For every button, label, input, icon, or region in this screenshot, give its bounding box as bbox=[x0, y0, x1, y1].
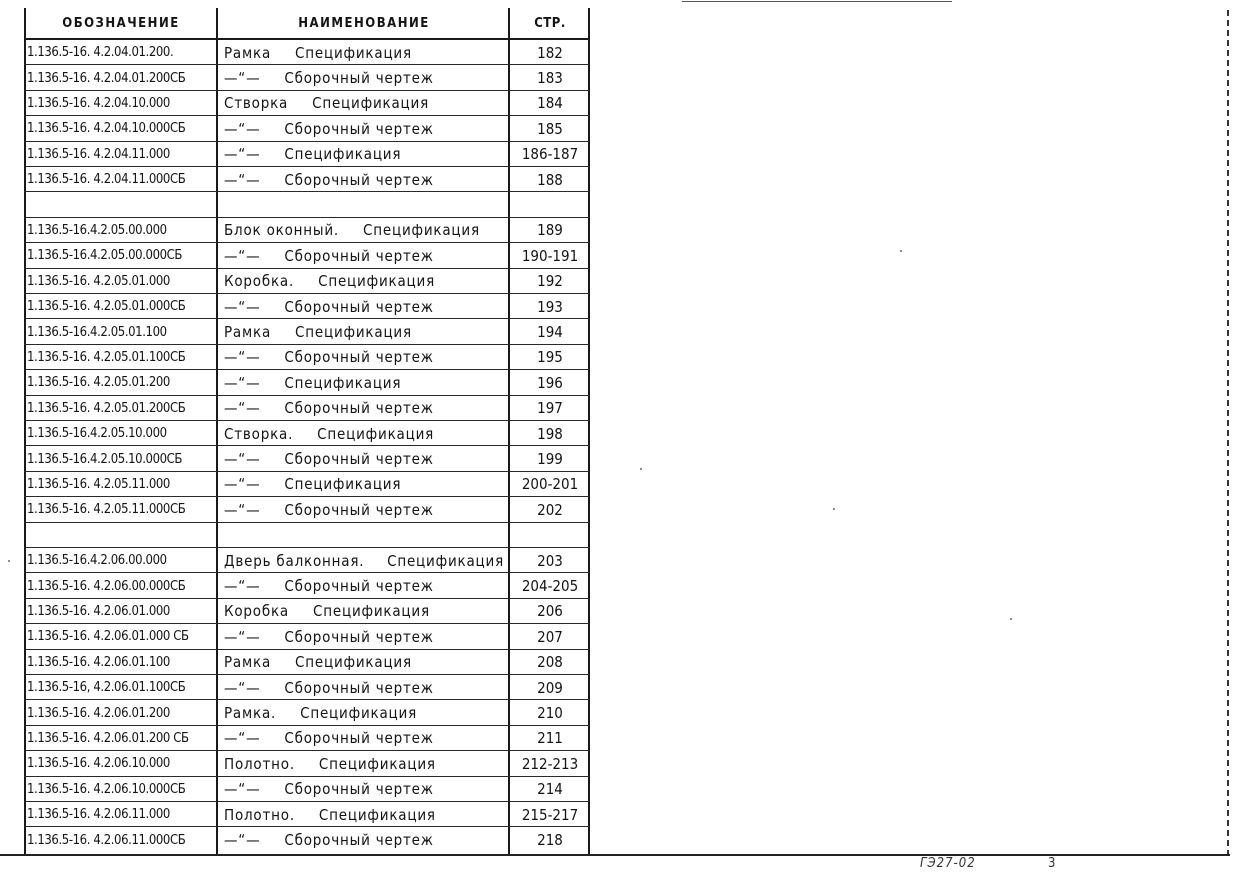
row-page: 188 bbox=[537, 170, 563, 189]
table-row bbox=[24, 116, 590, 141]
row-code: 1.136.5-16, 4.2.06.01.100СБ bbox=[27, 680, 186, 696]
row-code: 1.136.5-16.4.2.05.00.000 bbox=[27, 222, 167, 238]
row-name-main: —“— bbox=[224, 170, 261, 189]
row-page: 182 bbox=[537, 43, 563, 62]
table-row bbox=[24, 726, 590, 751]
sheet-number: 3 bbox=[1048, 856, 1056, 871]
row-page: 214 bbox=[537, 780, 563, 799]
row-name-main: Рамка. bbox=[224, 704, 277, 723]
row-code: 1.136.5-16. 4.2.04.01.200. bbox=[27, 45, 174, 61]
row-name bbox=[224, 40, 504, 65]
row-name-suffix: Сборочный чертеж bbox=[284, 170, 434, 189]
table-row bbox=[24, 827, 590, 852]
row-name-suffix: Сборочный чертеж bbox=[284, 348, 434, 367]
row-name-main: Створка. bbox=[224, 424, 294, 443]
row-page: 194 bbox=[537, 323, 563, 342]
row-code: 1.136.5-16.4.2.06.00.000 bbox=[27, 553, 167, 569]
row-name-main: —“— bbox=[224, 246, 261, 265]
row-name-main: —“— bbox=[224, 450, 261, 469]
row-name bbox=[224, 91, 504, 116]
table-row bbox=[24, 802, 590, 827]
row-name bbox=[224, 497, 504, 522]
row-name-main: Рамка bbox=[224, 653, 272, 672]
row-name bbox=[224, 269, 504, 294]
row-page: 199 bbox=[537, 450, 563, 469]
row-page bbox=[510, 192, 590, 217]
row-code: 1.136.5-16. 4.2.06.01.000 bbox=[27, 603, 170, 619]
row-name-suffix: Спецификация bbox=[318, 272, 435, 291]
row-code: 1.136.5-16. 4.2.06.01.100 bbox=[27, 654, 170, 670]
row-page: 212-213 bbox=[521, 754, 579, 773]
row-name bbox=[224, 319, 504, 344]
row-page: 185 bbox=[537, 119, 563, 138]
row-name-main: —“— bbox=[224, 373, 261, 392]
row-name-suffix: Спецификация bbox=[317, 424, 435, 443]
row-name bbox=[224, 827, 504, 852]
table-row bbox=[24, 167, 590, 192]
row-name-suffix: Спецификация bbox=[363, 221, 480, 240]
row-page: 192 bbox=[537, 272, 563, 291]
scan-speck bbox=[833, 508, 835, 510]
row-name bbox=[224, 624, 504, 649]
row-code: 1.136.5-16. 4.2.06.11.000 bbox=[27, 807, 170, 823]
row-name-main: —“— bbox=[224, 627, 261, 646]
row-code: 1.136.5-16. 4.2.06.10.000 bbox=[27, 756, 170, 772]
row-name-suffix: Сборочный чертеж bbox=[284, 500, 434, 519]
row-name bbox=[224, 243, 504, 268]
row-name bbox=[224, 396, 504, 421]
row-name-suffix: Спецификация bbox=[300, 704, 417, 723]
table-row bbox=[24, 675, 590, 700]
row-name bbox=[224, 675, 504, 700]
row-name bbox=[224, 802, 504, 827]
row-name-main: —“— bbox=[224, 577, 261, 596]
row-code: 1.136.5-16.4.2.05.01.100 bbox=[27, 324, 167, 340]
table-row bbox=[24, 573, 590, 598]
row-page: 208 bbox=[537, 653, 563, 672]
row-page: 206 bbox=[537, 602, 563, 621]
row-name-main: Рамка bbox=[224, 323, 272, 342]
row-page: 218 bbox=[537, 831, 563, 850]
row-name-suffix: Сборочный чертеж bbox=[284, 69, 434, 88]
row-name bbox=[224, 218, 504, 243]
row-name-suffix: Спецификация bbox=[284, 475, 402, 494]
top-edge-line bbox=[682, 1, 952, 2]
row-page: 189 bbox=[537, 221, 563, 240]
row-code: 1.136.5-16. 4.2.04.11.000СБ bbox=[27, 172, 186, 188]
row-name-suffix: Сборочный чертеж bbox=[284, 627, 434, 646]
table-row bbox=[24, 497, 590, 522]
row-name-main: —“— bbox=[224, 145, 261, 164]
row-name bbox=[224, 472, 504, 497]
row-name-main: —“— bbox=[224, 831, 261, 850]
row-code: 1.136.5-16. 4.2.04.11.000 bbox=[27, 146, 170, 162]
row-name bbox=[224, 777, 504, 802]
table-row bbox=[24, 91, 590, 116]
row-name bbox=[224, 421, 504, 446]
scan-speck bbox=[640, 468, 642, 470]
row-name bbox=[224, 700, 504, 725]
row-page: 196 bbox=[537, 373, 563, 392]
row-name-main: —“— bbox=[224, 399, 261, 418]
row-name-main: —“— bbox=[224, 780, 261, 799]
row-code: 1.136.5-16. 4.2.06.00.000СБ bbox=[27, 578, 186, 594]
row-code: 1.136.5-16. 4.2.05.01.200СБ bbox=[27, 400, 186, 416]
row-name-suffix: Сборочный чертеж bbox=[284, 577, 434, 596]
row-name-suffix: Спецификация bbox=[284, 145, 402, 164]
row-code: 1.136.5-16. 4.2.05.01.000 bbox=[27, 273, 170, 289]
row-page: 198 bbox=[537, 424, 563, 443]
row-name bbox=[224, 65, 504, 90]
row-name-suffix: Спецификация bbox=[295, 323, 412, 342]
table-row bbox=[24, 345, 590, 370]
row-code: 1.136.5-16. 4.2.05.01.000СБ bbox=[27, 299, 186, 315]
row-code: 1.136.5-16. 4.2.06.01.200 СБ bbox=[27, 730, 189, 746]
row-name-suffix: Сборочный чертеж bbox=[284, 678, 434, 697]
table-row bbox=[24, 599, 590, 624]
row-code: 1.136.5-16. 4.2.05.01.100СБ bbox=[27, 349, 186, 365]
row-code bbox=[27, 523, 215, 548]
row-name bbox=[224, 523, 504, 548]
row-code: 1.136.5-16.4.2.05.10.000 bbox=[27, 426, 167, 442]
row-name-main: —“— bbox=[224, 500, 261, 519]
row-name bbox=[224, 548, 504, 573]
row-page: 204-205 bbox=[521, 577, 579, 596]
row-name-suffix: Сборочный чертеж bbox=[284, 297, 434, 316]
row-name-main: Полотно. bbox=[224, 805, 295, 824]
row-name-suffix: Спецификация bbox=[387, 551, 504, 570]
row-name bbox=[224, 650, 504, 675]
row-name-suffix: Спецификация bbox=[284, 373, 402, 392]
table-row bbox=[24, 142, 590, 167]
table-row bbox=[24, 523, 590, 548]
row-name-main: —“— bbox=[224, 69, 261, 88]
frame-right-edge bbox=[1227, 10, 1229, 856]
row-name-main: Коробка. bbox=[224, 272, 295, 291]
row-name-suffix: Сборочный чертеж bbox=[284, 450, 434, 469]
table-row bbox=[24, 777, 590, 802]
row-page: 202 bbox=[537, 500, 563, 519]
row-name bbox=[224, 370, 504, 395]
row-page: 211 bbox=[537, 729, 563, 748]
row-code: 1.136.5-16.4.2.05.00.000СБ bbox=[27, 248, 183, 264]
row-code: 1.136.5-16.4.2.05.10.000СБ bbox=[27, 451, 183, 467]
row-page: 200-201 bbox=[521, 475, 579, 494]
row-code: 1.136.5-16. 4.2.04.10.000 bbox=[27, 95, 170, 111]
row-code: 1.136.5-16. 4.2.05.11.000СБ bbox=[27, 502, 186, 518]
table-row bbox=[24, 370, 590, 395]
row-name-main: Дверь балконная. bbox=[224, 551, 365, 570]
row-code: 1.136.5-16. 4.2.04.01.200СБ bbox=[27, 70, 186, 86]
row-name-suffix: Сборочный чертеж bbox=[284, 246, 434, 265]
row-name-main: —“— bbox=[224, 678, 261, 697]
row-name bbox=[224, 116, 504, 141]
table-row bbox=[24, 294, 590, 319]
row-name bbox=[224, 345, 504, 370]
scan-speck bbox=[8, 560, 10, 562]
row-name-main: —“— bbox=[224, 475, 261, 494]
row-name-main: —“— bbox=[224, 297, 261, 316]
row-name-suffix: Спецификация bbox=[318, 805, 436, 824]
row-name-suffix: Сборочный чертеж bbox=[284, 729, 434, 748]
row-page: 203 bbox=[537, 551, 563, 570]
table-row bbox=[24, 650, 590, 675]
contents-table bbox=[24, 8, 590, 854]
table-row bbox=[24, 218, 590, 243]
row-page: 195 bbox=[537, 348, 563, 367]
header-name: НАИМЕНОВАНИЕ bbox=[298, 15, 430, 31]
row-name bbox=[224, 726, 504, 751]
row-name-main: —“— bbox=[224, 729, 261, 748]
row-code bbox=[27, 192, 215, 217]
row-name-suffix: Сборочный чертеж bbox=[284, 780, 434, 799]
row-name-main: Коробка bbox=[224, 602, 289, 621]
table-row bbox=[24, 700, 590, 725]
row-code: 1.136.5-16. 4.2.06.01.200 bbox=[27, 705, 170, 721]
row-name bbox=[224, 446, 504, 471]
row-name-suffix: Сборочный чертеж bbox=[284, 119, 434, 138]
frame-bottom-edge bbox=[0, 854, 1230, 856]
row-page: 209 bbox=[537, 678, 563, 697]
row-name bbox=[224, 167, 504, 192]
row-code: 1.136.5-16. 4.2.06.10.000СБ bbox=[27, 781, 186, 797]
row-page: 197 bbox=[537, 399, 563, 418]
table-row bbox=[24, 421, 590, 446]
row-page: 183 bbox=[537, 69, 563, 88]
row-name-main: Полотно. bbox=[224, 754, 295, 773]
row-name-suffix: Спецификация bbox=[295, 43, 412, 62]
table-row bbox=[24, 65, 590, 90]
row-code: 1.136.5-16. 4.2.05.01.200 bbox=[27, 375, 170, 391]
row-code: 1.136.5-16. 4.2.06.01.000 СБ bbox=[27, 629, 189, 645]
row-page: 210 bbox=[537, 704, 563, 723]
row-page: 207 bbox=[537, 627, 563, 646]
table-row bbox=[24, 269, 590, 294]
row-page bbox=[510, 523, 590, 548]
header-code: ОБОЗНАЧЕНИЕ bbox=[62, 15, 180, 31]
scan-speck bbox=[900, 250, 902, 252]
table-row bbox=[24, 319, 590, 344]
row-page: 215-217 bbox=[521, 805, 579, 824]
row-name bbox=[224, 192, 504, 217]
row-name-suffix: Спецификация bbox=[295, 653, 412, 672]
row-code: 1.136.5-16. 4.2.05.11.000 bbox=[27, 476, 170, 492]
row-name bbox=[224, 751, 504, 776]
row-name-suffix: Спецификация bbox=[313, 602, 430, 621]
row-name-main: —“— bbox=[224, 119, 261, 138]
table-row bbox=[24, 624, 590, 649]
row-code: 1.136.5-16. 4.2.04.10.000СБ bbox=[27, 121, 186, 137]
stamp-code: ГЭ27-02 bbox=[920, 856, 976, 871]
row-name-main: Рамка bbox=[224, 43, 272, 62]
row-name bbox=[224, 573, 504, 598]
row-page: 184 bbox=[537, 94, 563, 113]
row-name-suffix: Сборочный чертеж bbox=[284, 399, 434, 418]
row-page: 193 bbox=[537, 297, 563, 316]
table-row bbox=[24, 751, 590, 776]
table-row bbox=[24, 472, 590, 497]
row-name bbox=[224, 142, 504, 167]
scan-speck bbox=[1010, 618, 1012, 620]
table-row bbox=[24, 446, 590, 471]
row-name-main: Блок оконный. bbox=[224, 221, 339, 240]
row-code: 1.136.5-16. 4.2.06.11.000СБ bbox=[27, 832, 186, 848]
row-page: 186-187 bbox=[521, 145, 579, 164]
table-row bbox=[24, 396, 590, 421]
table-row bbox=[24, 243, 590, 268]
row-name-main: Створка bbox=[224, 94, 289, 113]
row-name bbox=[224, 599, 504, 624]
header-page: СТР. bbox=[534, 15, 566, 31]
row-name-main: —“— bbox=[224, 348, 261, 367]
row-name-suffix: Сборочный чертеж bbox=[284, 831, 434, 850]
row-name-suffix: Спецификация bbox=[312, 94, 429, 113]
table-row bbox=[24, 548, 590, 573]
row-page: 190-191 bbox=[521, 246, 579, 265]
row-name-suffix: Спецификация bbox=[318, 754, 436, 773]
table-row bbox=[24, 192, 590, 217]
row-name bbox=[224, 294, 504, 319]
table-row bbox=[24, 40, 590, 65]
